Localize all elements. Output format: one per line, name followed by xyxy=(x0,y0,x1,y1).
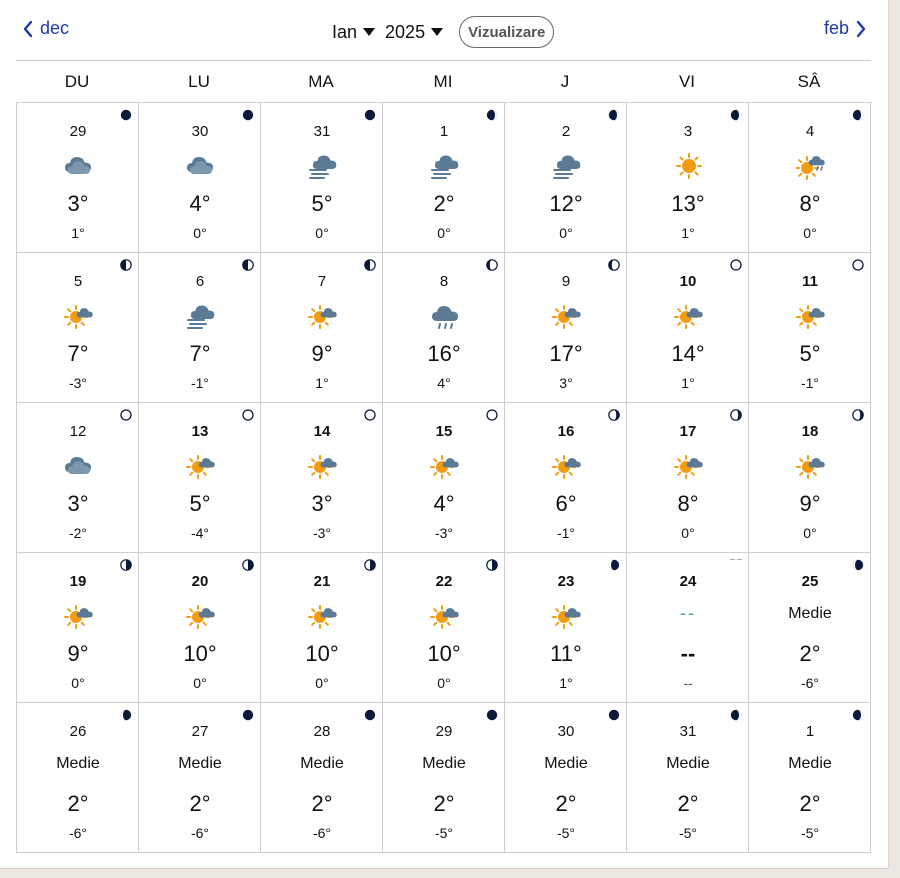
low-temperature: 0° xyxy=(193,675,207,691)
view-button[interactable]: Vizualizare xyxy=(459,16,554,48)
weekday-label: J xyxy=(560,72,570,91)
low-temperature: -1° xyxy=(556,525,576,541)
moon-phase-icon xyxy=(120,109,132,121)
low-temperature: 1° xyxy=(315,375,329,391)
high-temperature: 11° xyxy=(550,641,582,666)
day-cell[interactable] xyxy=(627,403,749,553)
high-temperature: 2° xyxy=(433,191,455,216)
moon-phase-icon xyxy=(242,559,254,571)
day-number: 18 xyxy=(801,423,819,440)
low-temperature: 0° xyxy=(315,225,329,241)
low-temperature: 0° xyxy=(71,675,85,691)
high-temperature: 5° xyxy=(311,191,333,216)
high-temperature: 10° xyxy=(305,641,339,666)
moon-phase-icon xyxy=(364,259,376,271)
moon-phase-icon xyxy=(486,409,498,421)
average-label: Medie xyxy=(178,755,222,772)
day-number: 17 xyxy=(679,423,697,440)
sun-cloud-icon xyxy=(674,301,704,331)
day-cell[interactable] xyxy=(505,553,627,703)
high-temperature: 16° xyxy=(427,341,461,366)
next-month-label: feb xyxy=(824,18,850,38)
moon-phase-icon xyxy=(730,709,742,721)
day-cell[interactable] xyxy=(383,403,505,553)
average-label: Medie xyxy=(666,755,710,772)
average-label: Medie xyxy=(422,755,466,772)
low-temperature: -- xyxy=(683,675,693,691)
sun-rain-icon xyxy=(796,151,826,181)
day-number: 30 xyxy=(557,723,575,740)
moon-phase-icon xyxy=(120,409,132,421)
day-number: 25 xyxy=(801,573,819,590)
day-number: 7 xyxy=(317,273,327,290)
day-number: 26 xyxy=(69,723,87,740)
day-cell[interactable] xyxy=(383,703,505,853)
day-cell[interactable] xyxy=(749,253,871,403)
high-temperature: 5° xyxy=(799,341,821,366)
moon-phase-icon xyxy=(852,559,864,571)
high-temperature: 2° xyxy=(799,791,821,816)
day-cell[interactable] xyxy=(17,703,139,853)
sun-cloud-icon xyxy=(674,451,704,481)
sun-cloud-icon xyxy=(308,301,338,331)
moon-phase-icon xyxy=(730,109,742,121)
high-temperature: 2° xyxy=(67,791,89,816)
day-cell[interactable] xyxy=(17,253,139,403)
day-cell[interactable] xyxy=(139,703,261,853)
high-temperature: -- xyxy=(680,641,696,666)
low-temperature: 0° xyxy=(315,675,329,691)
high-temperature: 2° xyxy=(555,791,577,816)
average-label: Medie xyxy=(788,755,832,772)
year-select[interactable] xyxy=(385,22,443,43)
low-temperature: 0° xyxy=(681,525,695,541)
caret-down-icon xyxy=(431,28,443,36)
moon-phase-icon xyxy=(364,559,376,571)
moon-phase-icon xyxy=(120,259,132,271)
sun-cloud-icon xyxy=(186,601,216,631)
moon-phase-icon xyxy=(608,709,620,721)
high-temperature: 14° xyxy=(671,341,705,366)
day-number: 6 xyxy=(195,273,205,290)
weekday-header-row xyxy=(16,72,871,102)
low-temperature: -6° xyxy=(68,825,88,841)
low-temperature: -6° xyxy=(190,825,210,841)
day-cell[interactable] xyxy=(139,103,261,253)
sun-cloud-icon xyxy=(64,301,94,331)
day-cell[interactable] xyxy=(749,553,871,703)
high-temperature: 13° xyxy=(671,191,705,216)
day-number: 22 xyxy=(435,573,453,590)
low-temperature: -3° xyxy=(434,525,454,541)
weekday-label: DU xyxy=(64,72,90,91)
cloud-wind-icon xyxy=(186,301,216,331)
high-temperature: 2° xyxy=(433,791,455,816)
low-temperature: -3° xyxy=(68,375,88,391)
day-number: 24 xyxy=(679,573,697,590)
weekday-label: MA xyxy=(308,72,334,91)
weekday-label: MI xyxy=(433,72,453,91)
low-temperature: -5° xyxy=(800,825,820,841)
header-divider xyxy=(16,60,871,61)
day-number: 12 xyxy=(69,423,87,440)
chevron-right-icon xyxy=(855,20,867,38)
low-temperature: 0° xyxy=(803,225,817,241)
next-month-link[interactable] xyxy=(824,18,867,39)
low-temperature: -1° xyxy=(190,375,210,391)
moon-phase-icon xyxy=(608,259,620,271)
moon-phase-icon xyxy=(486,109,498,121)
day-cell[interactable] xyxy=(261,403,383,553)
moon-phase-icon xyxy=(852,109,864,121)
moon-phase-icon xyxy=(486,559,498,571)
day-cell[interactable] xyxy=(139,553,261,703)
day-number: 13 xyxy=(191,423,209,440)
day-cell[interactable] xyxy=(383,253,505,403)
low-temperature: 0° xyxy=(803,525,817,541)
moon-phase-icon xyxy=(364,409,376,421)
cloudy-icon xyxy=(186,151,216,181)
weekday-label: SÂ xyxy=(797,72,821,91)
low-temperature: 0° xyxy=(437,225,451,241)
day-cell[interactable] xyxy=(505,253,627,403)
low-temperature: -3° xyxy=(312,525,332,541)
sun-cloud-icon xyxy=(186,451,216,481)
moon-phase-icon xyxy=(242,109,254,121)
moon-phase-icon xyxy=(608,409,620,421)
average-label: Medie xyxy=(300,755,344,772)
high-temperature: 2° xyxy=(189,791,211,816)
day-number: 21 xyxy=(313,573,331,590)
average-label: Medie xyxy=(56,755,100,772)
sun-cloud-icon xyxy=(552,301,582,331)
moon-phase-icon xyxy=(608,109,620,121)
cloud-wind-icon xyxy=(308,151,338,181)
no-data-indicator: -- xyxy=(680,603,696,623)
low-temperature: -1° xyxy=(800,375,820,391)
high-temperature: 10° xyxy=(427,641,461,666)
day-cell[interactable] xyxy=(139,253,261,403)
day-cell[interactable] xyxy=(749,703,871,853)
day-cell[interactable] xyxy=(505,103,627,253)
low-temperature: -6° xyxy=(800,675,820,691)
sun-icon xyxy=(674,151,704,181)
low-temperature: 3° xyxy=(559,375,573,391)
prev-month-label: dec xyxy=(40,18,70,38)
moon-phase-icon xyxy=(730,259,742,271)
high-temperature: 3° xyxy=(67,191,89,216)
day-number: 30 xyxy=(191,123,209,140)
sun-cloud-icon xyxy=(796,301,826,331)
high-temperature: 4° xyxy=(189,191,211,216)
day-number: 29 xyxy=(69,123,87,140)
low-temperature: 0° xyxy=(437,675,451,691)
sun-cloud-icon xyxy=(430,451,460,481)
cloud-rain-icon xyxy=(430,301,460,331)
moon-phase-icon xyxy=(242,409,254,421)
day-number: 9 xyxy=(561,273,571,290)
high-temperature: 8° xyxy=(677,491,699,516)
weekday-label: LU xyxy=(188,72,210,91)
high-temperature: 7° xyxy=(67,341,89,366)
low-temperature: 1° xyxy=(681,375,695,391)
sun-cloud-icon xyxy=(796,451,826,481)
cloud-wind-icon xyxy=(552,151,582,181)
day-number: 14 xyxy=(313,423,331,440)
moon-phase-icon xyxy=(120,709,132,721)
high-temperature: 6° xyxy=(555,491,577,516)
moon-phase-placeholder xyxy=(730,559,742,561)
moon-phase-icon xyxy=(486,259,498,271)
day-number: 28 xyxy=(313,723,331,740)
cloudy-icon xyxy=(64,451,94,481)
day-cell[interactable] xyxy=(139,403,261,553)
high-temperature: 9° xyxy=(311,341,333,366)
day-cell[interactable] xyxy=(627,253,749,403)
day-number: 4 xyxy=(805,123,815,140)
low-temperature: 0° xyxy=(559,225,573,241)
day-cell[interactable] xyxy=(505,403,627,553)
sun-cloud-icon xyxy=(308,451,338,481)
high-temperature: 2° xyxy=(677,791,699,816)
high-temperature: 17° xyxy=(549,341,583,366)
average-label: Medie xyxy=(544,755,588,772)
day-number: 1 xyxy=(439,123,449,140)
day-cell[interactable] xyxy=(261,553,383,703)
month-select[interactable] xyxy=(332,22,375,43)
day-cell[interactable] xyxy=(627,103,749,253)
cloud-wind-icon xyxy=(430,151,460,181)
day-number: 5 xyxy=(73,273,83,290)
day-cell[interactable] xyxy=(627,703,749,853)
day-cell[interactable] xyxy=(261,253,383,403)
high-temperature: 9° xyxy=(67,641,89,666)
high-temperature: 3° xyxy=(311,491,333,516)
chevron-left-icon xyxy=(22,20,34,38)
high-temperature: 8° xyxy=(799,191,821,216)
day-number: 10 xyxy=(679,273,697,290)
moon-phase-icon xyxy=(852,259,864,271)
weekday-label: VI xyxy=(678,72,696,91)
low-temperature: 1° xyxy=(681,225,695,241)
prev-month-link[interactable] xyxy=(22,18,69,39)
day-number: 11 xyxy=(802,273,818,290)
moon-phase-icon xyxy=(364,109,376,121)
day-number: 20 xyxy=(191,573,209,590)
high-temperature: 2° xyxy=(311,791,333,816)
sun-cloud-icon xyxy=(308,601,338,631)
moon-phase-icon xyxy=(852,409,864,421)
day-number: 19 xyxy=(69,573,87,590)
low-temperature: 1° xyxy=(71,225,85,241)
low-temperature: -4° xyxy=(190,525,210,541)
low-temperature: -6° xyxy=(312,825,332,841)
day-cell[interactable] xyxy=(505,703,627,853)
calendar-grid xyxy=(16,102,872,853)
day-number: 27 xyxy=(191,723,209,740)
moon-phase-icon xyxy=(242,259,254,271)
low-temperature: -5° xyxy=(434,825,454,841)
day-number: 15 xyxy=(435,423,453,440)
cloudy-icon xyxy=(64,151,94,181)
year-value: 2025 xyxy=(385,21,426,42)
low-temperature: -5° xyxy=(678,825,698,841)
moon-phase-icon xyxy=(364,709,376,721)
low-temperature: 1° xyxy=(559,675,573,691)
moon-phase-icon xyxy=(852,709,864,721)
day-cell[interactable] xyxy=(383,103,505,253)
moon-phase-icon xyxy=(730,409,742,421)
day-cell[interactable] xyxy=(627,553,749,703)
sun-cloud-icon xyxy=(64,601,94,631)
high-temperature: 2° xyxy=(799,641,821,666)
high-temperature: 12° xyxy=(549,191,583,216)
day-cell[interactable] xyxy=(383,553,505,703)
sun-cloud-icon xyxy=(552,601,582,631)
day-number: 16 xyxy=(557,423,575,440)
calendar-header xyxy=(0,0,888,60)
high-temperature: 5° xyxy=(189,491,211,516)
month-year-selectors xyxy=(332,16,554,48)
day-cell[interactable] xyxy=(749,403,871,553)
month-value: Ian xyxy=(332,21,358,42)
day-number: 31 xyxy=(679,723,697,740)
moon-phase-icon xyxy=(486,709,498,721)
low-temperature: 0° xyxy=(193,225,207,241)
high-temperature: 4° xyxy=(433,491,455,516)
day-cell[interactable] xyxy=(261,703,383,853)
sun-cloud-icon xyxy=(430,601,460,631)
low-temperature: 4° xyxy=(437,375,451,391)
caret-down-icon xyxy=(363,28,375,36)
sun-cloud-icon xyxy=(552,451,582,481)
average-label: Medie xyxy=(788,605,832,622)
day-number: 8 xyxy=(439,273,449,290)
high-temperature: 10° xyxy=(183,641,217,666)
high-temperature: 3° xyxy=(67,491,89,516)
moon-phase-icon xyxy=(242,709,254,721)
high-temperature: 9° xyxy=(799,491,821,516)
low-temperature: -2° xyxy=(68,525,88,541)
day-number: 31 xyxy=(313,123,331,140)
day-cell[interactable] xyxy=(261,103,383,253)
day-cell[interactable] xyxy=(17,103,139,253)
day-cell[interactable] xyxy=(17,553,139,703)
day-number: 23 xyxy=(557,573,575,590)
day-cell[interactable] xyxy=(17,403,139,553)
high-temperature: 7° xyxy=(189,341,211,366)
moon-phase-icon xyxy=(120,559,132,571)
day-number: 3 xyxy=(683,123,693,140)
low-temperature: -5° xyxy=(556,825,576,841)
day-number: 1 xyxy=(805,723,815,740)
day-cell[interactable] xyxy=(749,103,871,253)
moon-phase-icon xyxy=(608,559,620,571)
day-number: 29 xyxy=(435,723,453,740)
day-number: 2 xyxy=(561,123,571,140)
